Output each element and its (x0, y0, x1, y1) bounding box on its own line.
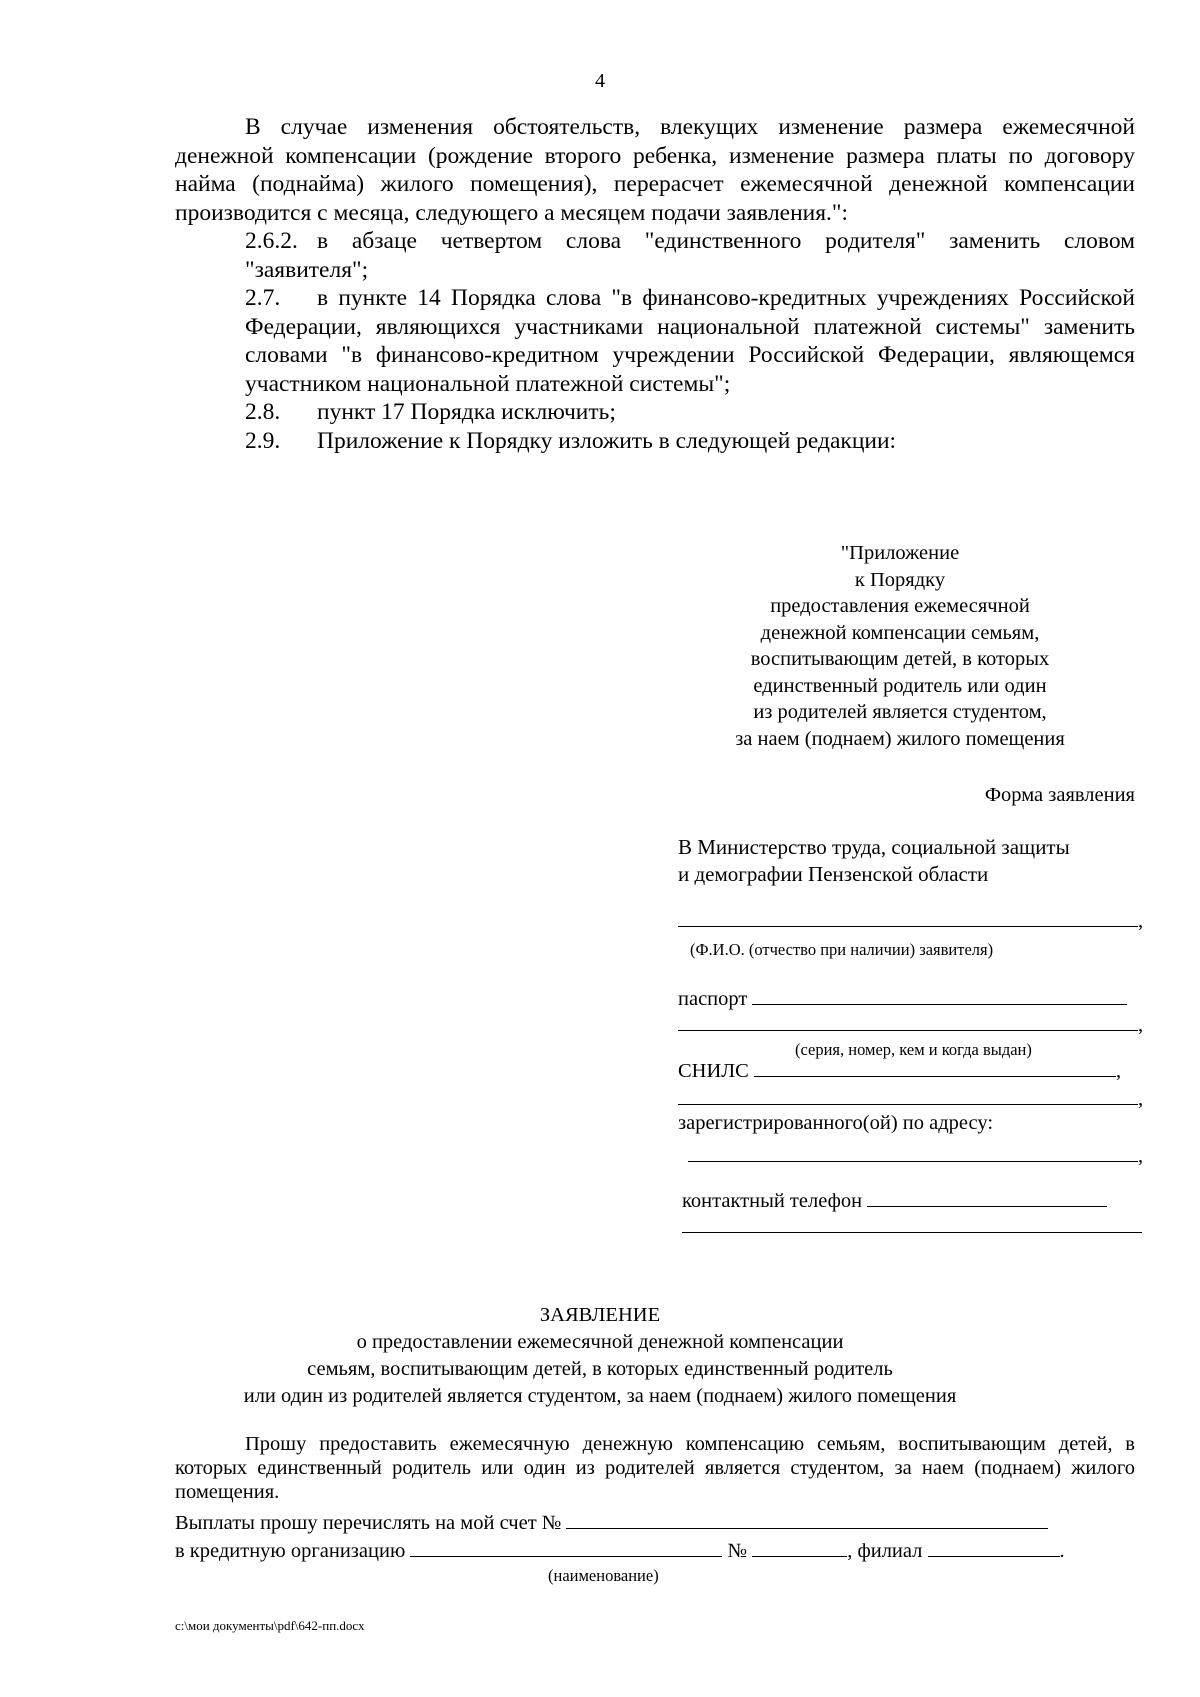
statement-subtitle-line: или один из родителей является студентом, за наем (поднаем) жилого помещения (243, 1385, 957, 1407)
phone-blank-line (867, 1205, 1107, 1207)
appendix-header-line: к Порядку (854, 568, 946, 591)
appendix-header-line: единственный родитель или один (753, 674, 1047, 697)
addressee (678, 834, 1138, 888)
snils-field[interactable]: СНИЛС , (678, 1060, 1122, 1082)
fio-blank-line (678, 925, 1138, 927)
appendix-header-line: из родителей является студентом, (753, 701, 1047, 723)
page-number: 4 (595, 70, 605, 92)
addressee-line: и демографии Пензенской области (678, 862, 989, 886)
appendix-header-line: воспитывающим детей, в которых (750, 648, 1050, 670)
bank-label: в кредитную организацию (175, 1540, 406, 1562)
bank-name-caption: (наименование) (548, 1566, 659, 1585)
item-text: в пункте 14 Порядка слова "в финансово-кредитных учреждениях Российской Федерации, являющихся участниками национальной платежной системы" заменить словами "в финансово-кредитном учреждении Российской Федерации, являющемся участником национальной платежной системы"; (245, 285, 1135, 397)
form-label: Форма заявления (984, 784, 1135, 806)
phone-label: контактный телефон (682, 1190, 863, 1212)
branch-blank-line (928, 1555, 1060, 1557)
passport-blank-line (752, 1003, 1127, 1005)
address-label: зарегистрированного(ой) по адресу: (678, 1112, 994, 1134)
phone-blank-line-2 (682, 1231, 1142, 1233)
request-paragraph (175, 1432, 1135, 1504)
bank-line[interactable]: в кредитную организацию № , филиал . (175, 1540, 1065, 1562)
passport-field[interactable] (678, 988, 1148, 1011)
statement-title-block (0, 1302, 1200, 1410)
item-text: Приложение к Порядку изложить в следующей редакции: (317, 427, 897, 454)
snils-blank-line (754, 1075, 1116, 1077)
address-field[interactable]: , (688, 1145, 1158, 1168)
item-number: 2.6.2. (245, 228, 298, 254)
footer-file-path: c:\мои документы\pdf\642-пп.docx (175, 1618, 365, 1633)
address-blank-line (688, 1160, 1138, 1162)
item-2-6-2 (175, 227, 1135, 284)
appendix-header-line: денежной компенсации семьям, (760, 621, 1040, 644)
bank-number-label: № (727, 1540, 748, 1562)
item-number: 2.7. (245, 285, 281, 311)
fio-caption: (Ф.И.О. (отчество при наличии) заявителя) (690, 940, 994, 959)
request-text: Прошу предоставить ежемесячную денежную компенсацию семьям, воспитывающим детей, в которых единственный родитель или один из родителей является студентом, за наем (поднаем) жилого помещения. (175, 1433, 1135, 1503)
account-blank-line (566, 1527, 1048, 1529)
statement-title: ЗАЯВЛЕНИЕ (539, 1304, 661, 1326)
bank-name-blank-line (410, 1555, 722, 1557)
appendix-header (665, 540, 1135, 752)
item-2-8 (175, 398, 1135, 427)
addressee-line: В Министерство труда, социальной защиты (678, 835, 1070, 859)
phone-field-2[interactable] (682, 1216, 1152, 1239)
snils-field-2[interactable]: , (678, 1088, 1148, 1111)
bank-number-blank-line (752, 1555, 847, 1557)
item-text: в абзаце четвертом слова "единственного родителя" заменить словом "заявителя"; (245, 228, 1135, 283)
paragraph-recalculation: В случае изменения обстоятельств, влекущих изменение размера ежемесячной денежной компенсации (рождение второго ребенка, изменение размера платы по договору найма (поднайма) жилого помещения), перерасчет ежемесячной денежной компенсации производится с месяца, следующего а месяцем подачи заявления.": (175, 114, 1135, 226)
passport-label: паспорт (678, 988, 748, 1010)
body-text (175, 113, 1135, 455)
statement-subtitle-line: о предоставлении ежемесячной денежной компенсации (356, 1331, 844, 1353)
account-label: Выплаты прошу перечислять на мой счет № (175, 1512, 562, 1534)
passport-blank-line-2 (678, 1029, 1138, 1031)
snils-blank-line-2 (678, 1103, 1138, 1105)
item-number: 2.9. (245, 427, 281, 454)
item-text: пункт 17 Порядка исключить; (317, 399, 616, 425)
passport-caption: (серия, номер, кем и когда выдан) (795, 1040, 1032, 1059)
branch-label: , филиал (847, 1540, 923, 1562)
account-line[interactable] (175, 1512, 1048, 1535)
phone-field[interactable] (682, 1190, 1152, 1213)
snils-label: СНИЛС (678, 1060, 749, 1082)
passport-field-2[interactable]: , (678, 1014, 1148, 1037)
appendix-header-line: "Приложение (840, 542, 960, 564)
statement-subtitle-line: семьям, воспитывающим детей, в которых единственный родитель (307, 1358, 893, 1380)
item-number: 2.8. (245, 399, 281, 425)
appendix-header-line: предоставления ежемесячной (770, 595, 1030, 617)
item-2-9 (175, 427, 1135, 456)
item-2-7 (175, 284, 1135, 398)
appendix-header-line: за наем (поднаем) жилого помещения (735, 727, 1065, 750)
fio-field[interactable]: , (678, 910, 1148, 933)
